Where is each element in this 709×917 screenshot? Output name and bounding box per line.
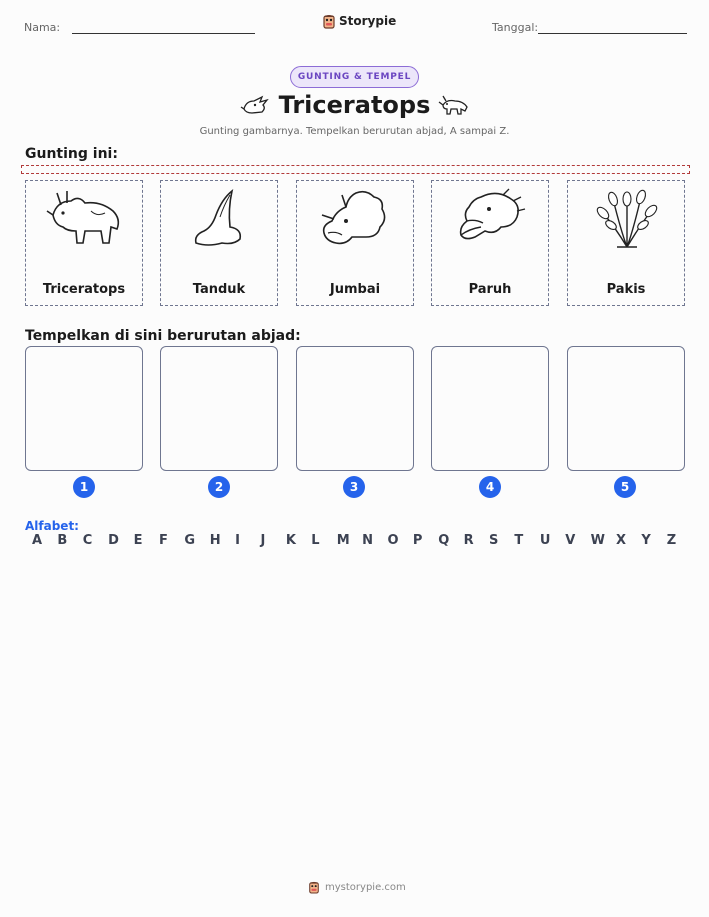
alphabet-letter: S	[489, 533, 499, 548]
instructions: Gunting gambarnya. Tempelkan berurutan abjad, A sampai Z.	[199, 126, 510, 137]
alphabet-letter: Z	[666, 533, 677, 548]
activity-badge: GUNTING & TEMPEL	[290, 66, 419, 88]
alphabet-label: Alfabet:	[25, 519, 79, 533]
paste-slot-2[interactable]	[160, 346, 278, 471]
alphabet-letter: H	[209, 533, 221, 548]
beak-icon	[451, 187, 531, 251]
date-field-line	[538, 33, 687, 34]
card-label: Triceratops	[42, 282, 126, 297]
alphabet-letter: U	[539, 533, 551, 548]
storypie-logo-icon	[308, 880, 320, 894]
cut-card-triceratops[interactable]	[25, 180, 143, 306]
alphabet-letter: A	[32, 533, 43, 548]
card-label: Tanduk	[192, 282, 246, 297]
paste-slot-3[interactable]	[296, 346, 414, 471]
cut-section-label: Gunting ini:	[25, 146, 118, 162]
paste-section-label: Tempelkan di sini berurutan abjad:	[25, 328, 301, 344]
alphabet-letter: Q	[438, 533, 450, 548]
cut-line	[21, 165, 690, 174]
alphabet-letter: V	[565, 533, 576, 548]
cut-card-tanduk[interactable]	[160, 180, 278, 306]
alphabet-letter: Y	[641, 533, 651, 548]
alphabet-letter: G	[184, 533, 196, 548]
alphabet-letter: C	[82, 533, 93, 548]
card-label: Jumbai	[329, 282, 381, 297]
footer	[308, 880, 406, 894]
cut-card-paruh[interactable]	[431, 180, 549, 306]
alphabet-letter: D	[108, 533, 119, 548]
slot-number-badge: 5	[614, 476, 636, 498]
triceratops-icon-right	[437, 93, 471, 117]
alphabet-letter: N	[362, 533, 373, 548]
slot-number-badge: 4	[479, 476, 501, 498]
alphabet-letter: F	[158, 533, 168, 548]
storypie-logo-icon	[322, 13, 336, 29]
alphabet-letter: T	[514, 533, 524, 548]
slot-number-badge: 1	[73, 476, 95, 498]
cut-card-pakis[interactable]	[567, 180, 685, 306]
date-label: Tanggal:	[492, 21, 539, 34]
frill-icon	[316, 187, 396, 251]
alphabet-letter: R	[463, 533, 474, 548]
triceratops-icon	[45, 187, 125, 251]
card-label: Paruh	[468, 282, 512, 297]
brand-name: Storypie	[339, 14, 397, 28]
slot-number-badge: 3	[343, 476, 365, 498]
card-label: Pakis	[606, 282, 646, 297]
alphabet-letter: W	[590, 533, 605, 548]
alphabet-letter: E	[133, 533, 143, 548]
alphabet-letter: O	[387, 533, 399, 548]
alphabet-letter: M	[336, 533, 350, 548]
alphabet-letter: I	[235, 533, 240, 548]
fern-icon	[587, 187, 667, 251]
paste-slot-1[interactable]	[25, 346, 143, 471]
horn-icon	[180, 187, 260, 251]
paste-slot-5[interactable]	[567, 346, 685, 471]
slot-number-badge: 2	[208, 476, 230, 498]
alphabet-letter: J	[260, 533, 266, 548]
page-title: Triceratops	[278, 91, 431, 119]
storypie-logo	[322, 13, 396, 29]
alphabet-letter: X	[615, 533, 627, 548]
alphabet-letter: B	[57, 533, 68, 548]
alphabet-letter: K	[285, 533, 296, 548]
alphabet-letter: P	[412, 533, 423, 548]
name-field-line	[72, 33, 255, 34]
worksheet-header	[0, 0, 709, 50]
name-label: Nama:	[24, 21, 61, 34]
cut-card-jumbai[interactable]	[296, 180, 414, 306]
paste-slot-4[interactable]	[431, 346, 549, 471]
footer-url[interactable]: mystorypie.com	[325, 881, 406, 893]
alphabet-letter: L	[311, 533, 320, 548]
alphabet-row	[32, 533, 692, 548]
